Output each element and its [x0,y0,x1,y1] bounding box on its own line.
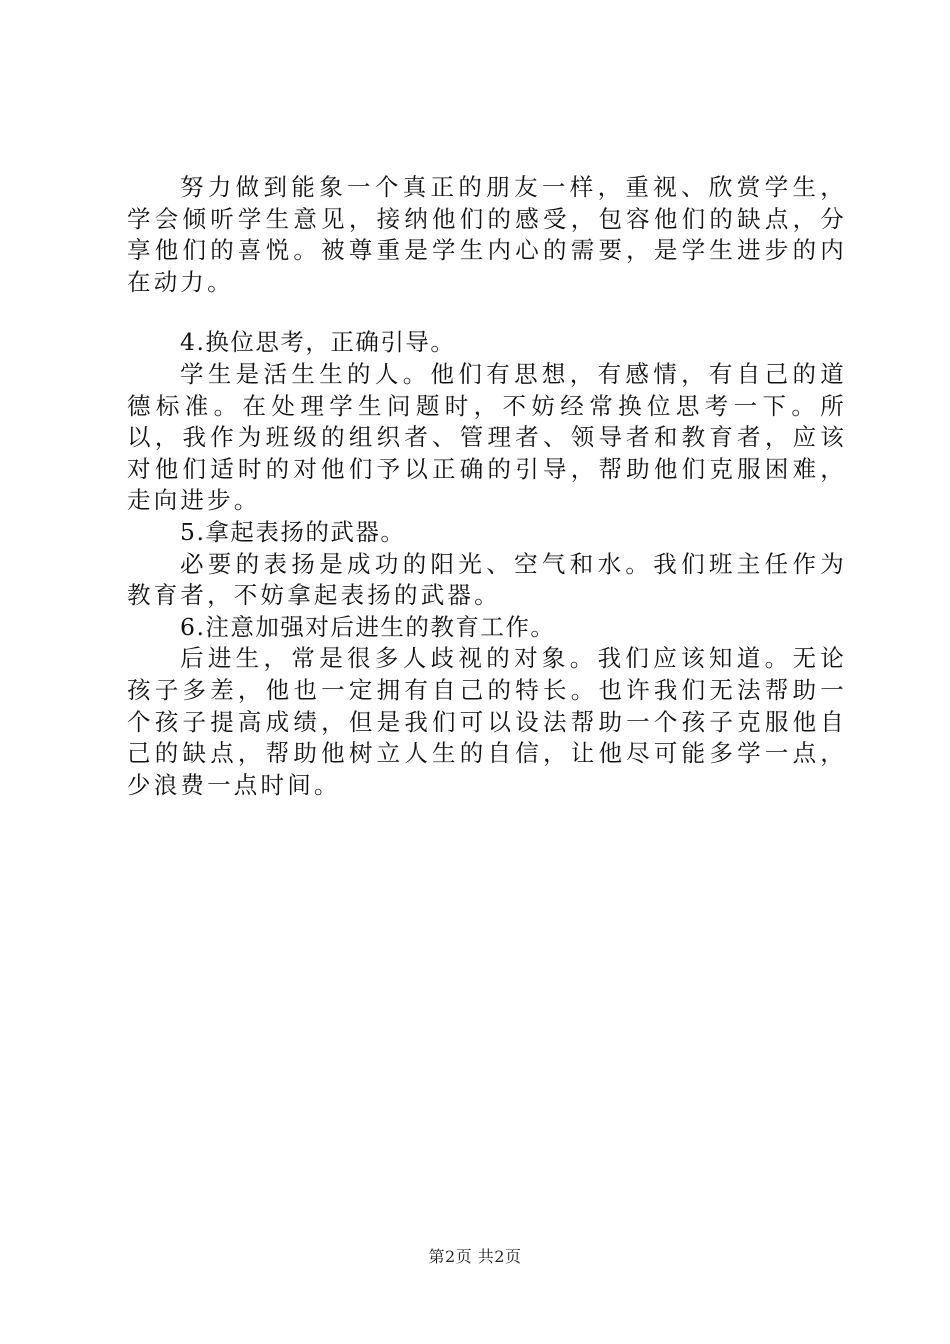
page-footer: 第2页 共2页 [428,1247,522,1266]
document-body [127,172,847,801]
paragraph-respect-students: 努力做到能象一个真正的朋友一样，重视、欣赏学生，学会倾听学生意见，接纳他们的感受，包容他们的缺点，分享他们的喜悦。被尊重是学生内心的需要，是学生进步的内在动力。 [127,173,847,296]
heading-underachievers: 6.注意加强对后进生的教育工作。 [180,612,556,641]
paragraph-praise: 必要的表扬是成功的阳光、空气和水。我们班主任作为教育者，不妨拿起表扬的武器。 [127,549,847,610]
paragraph-perspective-taking: 学生是活生生的人。他们有思想，有感情，有自己的道德标准。在处理学生问题时，不妨经常换位思考一下。所以，我作为班级的组织者、管理者、领导者和教育者，应该对他们适时的对他们予以正确的引导，帮助他们克服困难，走向进步。 [127,359,847,515]
paragraph-underachievers: 后进生，常是很多人歧视的对象。我们应该知道。无论孩子多差，他也一定拥有自己的特长。也许我们无法帮助一个孩子提高成绩，但是我们可以设法帮助一个孩子克服他自己的缺点，帮助他树立人生的自信，让他尽可能多学一点，少浪费一点时间。 [127,644,847,799]
heading-praise: 5.拿起表扬的武器。 [180,517,406,546]
heading-perspective-taking: 4.换位思考，正确引导。 [180,328,456,357]
